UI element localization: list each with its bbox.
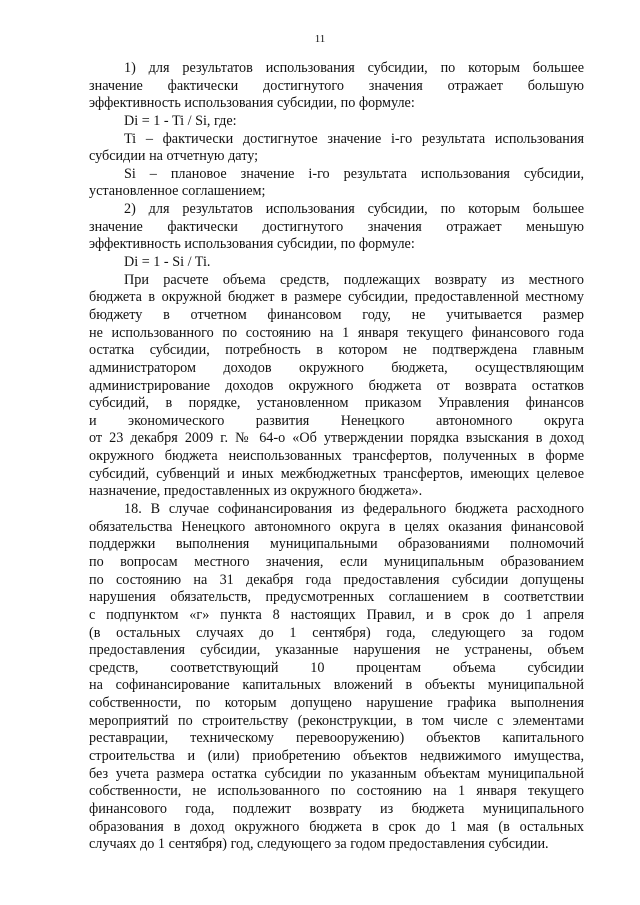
text-line: установленное соглашением; <box>89 183 266 200</box>
text-line: случаях до 1 сентября) год, следующего за годом предоставления субсидии. <box>89 836 549 853</box>
text-line: мероприятий по строительству (реконструкции, в том числе с элементами <box>89 712 584 729</box>
text-line: Di = 1 - Ti / Si, где: <box>124 112 237 129</box>
text-line: по вопросам местного значения, если муниципальным образованием <box>89 553 584 570</box>
text-line: 2) для результатов использования субсидии, по которым большее <box>124 201 584 218</box>
text-line: субсидий, в порядке, установленном приказом Управления финансов <box>89 395 584 412</box>
text-line: назначение, предоставленных из окружного бюджета». <box>89 483 423 500</box>
text-line: остатка субсидии, потребность в котором не подтверждена главным <box>89 342 584 359</box>
text-line: и экономического развития Ненецкого автономного округа <box>89 412 584 429</box>
text-line: строительства и (или) приобретению объектов недвижимого имущества, <box>89 747 584 764</box>
text-line: эффективность использования субсидии, по формуле: <box>89 95 415 112</box>
text-line: поддержки выполнения муниципальными образованиями полномочий <box>89 536 584 553</box>
text-line: от 23 декабря 2009 г. № 64-о «Об утверждении порядка взыскания в доход <box>89 430 584 447</box>
text-line: нарушения обязательств, предусмотренных соглашением в соответствии <box>89 589 584 606</box>
text-line: Di = 1 - Si / Ti. <box>124 254 211 271</box>
text-line: (в остальных случаях до 1 сентября) года, следующего за годом <box>89 624 584 641</box>
text-line: предоставления субсидии, указанные нарушения не устранены, объем <box>89 642 584 659</box>
text-line: значение фактически достигнутого значения отражает большую <box>89 77 584 94</box>
document-body <box>89 60 584 854</box>
text-line: значение фактически достигнутого значения отражает меньшую <box>89 218 584 235</box>
text-line: обязательства Ненецкого автономного округа в целях оказания финансовой <box>89 518 584 535</box>
text-line: реставрации, техническому перевооружению) объектов капитального <box>89 730 584 747</box>
text-line: бюджету в отчетном финансовом году, не учитывается размер <box>89 306 584 323</box>
text-line: не использованного по состоянию на 1 января текущего финансового года <box>89 324 584 341</box>
text-line: образования в доход окружного бюджета в срок до 1 мая (в остальных <box>89 818 584 835</box>
text-line: с подпунктом «г» пункта 8 настоящих Правил, и в срок до 1 апреля <box>89 606 584 623</box>
text-line: окружного бюджета неиспользованных трансфертов, полученных в форме <box>89 448 584 465</box>
text-line: субсидии на отчетную дату; <box>89 148 259 165</box>
text-line: администрирование доходов окружного бюджета от возврата остатков <box>89 377 584 394</box>
text-line: на софинансирование капитальных вложений в объекты муниципальной <box>89 677 584 694</box>
text-line: При расчете объема средств, подлежащих возврату из местного <box>124 271 584 288</box>
text-line: Ti – фактически достигнутое значение i-го результата использования <box>124 130 584 147</box>
text-line: 18. В случае софинансирования из федерального бюджета расходного <box>124 501 584 518</box>
text-line: субсидий, субвенций и иных межбюджетных трансфертов, имеющих целевое <box>89 465 584 482</box>
text-line: средств, соответствующий 10 процентам объема субсидии <box>89 659 584 676</box>
text-line: 1) для результатов использования субсидии, по которым большее <box>124 60 584 76</box>
text-line: собственности, по которым допущено нарушение графика выполнения <box>89 695 584 712</box>
text-line: эффективность использования субсидии, по формуле: <box>89 236 415 253</box>
text-line: бюджета в окружной бюджет в размере субсидии, предоставленной местному <box>89 289 584 306</box>
text-line: без учета размера остатка субсидии по указанным объектам муниципальной <box>89 765 584 782</box>
text-line: Si – плановое значение i-го результата использования субсидии, <box>124 165 584 182</box>
text-line: финансового года, подлежит возврату из бюджета муниципального <box>89 800 584 817</box>
text-line: собственности, не использованного по состоянию на 1 января текущего <box>89 783 584 800</box>
text-line: администратором доходов окружного бюджета, осуществляющим <box>89 359 584 376</box>
page-number: 11 <box>314 33 326 45</box>
text-line: по состоянию на 31 декабря года предоставления субсидии допущены <box>89 571 584 588</box>
